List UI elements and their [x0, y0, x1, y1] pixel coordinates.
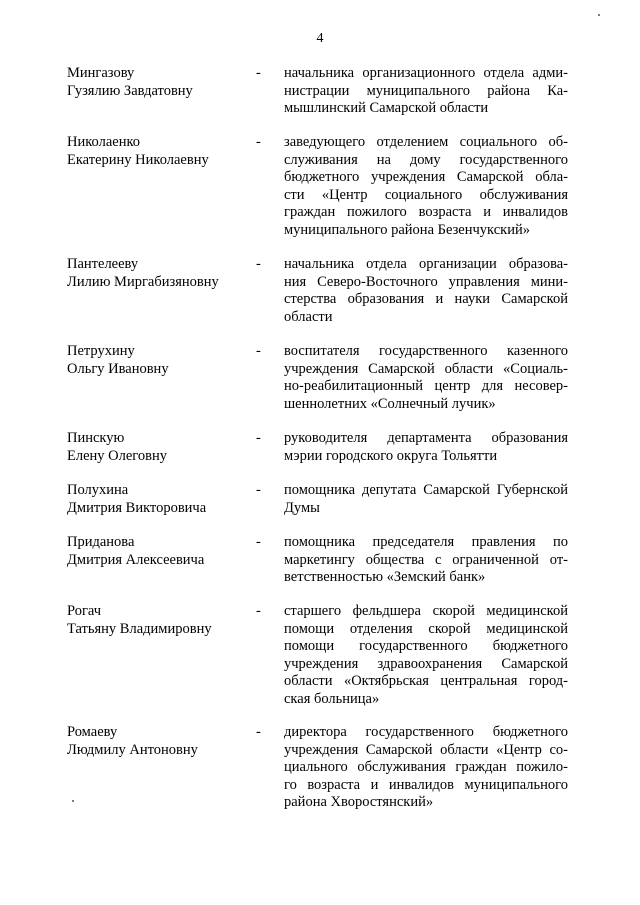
surname: Николаенко	[67, 134, 141, 150]
person-name	[67, 724, 247, 759]
given-names: Ольгу Ивановну	[67, 360, 169, 377]
given-names: Гузялию Завдатовну	[67, 82, 193, 99]
description-line: начальника отдела организации образова-	[284, 256, 568, 272]
dash: -	[256, 603, 261, 619]
description-line: области	[284, 308, 333, 325]
description-line: нистрации муниципального района Ка-	[284, 82, 568, 99]
person-name	[67, 482, 247, 517]
description-line: руководителя департамента образования	[284, 430, 568, 446]
surname: Полухина	[67, 482, 129, 498]
surname: Приданова	[67, 534, 135, 550]
person-name	[67, 430, 247, 465]
description-line: директора государственного бюджетного	[284, 724, 568, 740]
description-line: стерства образования и науки Самарской	[284, 291, 568, 307]
description-line: мышлинский Самарской области	[284, 100, 489, 116]
description-line: помощника председателя правления по	[284, 534, 568, 550]
position-description	[284, 724, 568, 812]
description-line: учреждения Самарской области «Центр со-	[284, 741, 568, 758]
surname: Мингазову	[67, 65, 135, 81]
dash: -	[256, 430, 261, 446]
description-line: начальника организационного отдела адми-	[284, 65, 568, 81]
description-line: муниципального района Безенчукский»	[284, 221, 530, 238]
description-line: Думы	[284, 499, 320, 516]
scan-speck	[598, 14, 600, 16]
person-name	[67, 134, 247, 169]
position-description	[284, 430, 568, 465]
surname: Петрухину	[67, 343, 135, 359]
given-names: Елену Олеговну	[67, 447, 167, 464]
description-line: сти «Центр социального обслуживания	[284, 186, 568, 203]
position-description	[284, 343, 568, 413]
description-line: циального обслуживания граждан пожило-	[284, 759, 568, 775]
given-names: Екатерину Николаевну	[67, 151, 209, 168]
description-line: служивания на дому государственного	[284, 151, 568, 168]
dash: -	[256, 724, 261, 740]
scan-speck	[72, 800, 74, 802]
description-line: маркетингу общества с ограниченной от-	[284, 551, 568, 568]
position-description	[284, 256, 568, 326]
description-line: ния Северо-Восточного управления мини-	[284, 273, 568, 290]
page-number: 4	[316, 31, 324, 46]
description-line: граждан пожилого возраста и инвалидов	[284, 204, 568, 220]
surname: Рогач	[67, 603, 102, 619]
description-line: заведующего отделением социального об-	[284, 134, 568, 150]
description-line: помощника депутата Самарской Губернской	[284, 482, 568, 498]
description-line: помощи государственного бюджетного	[284, 638, 568, 654]
position-description	[284, 534, 568, 587]
position-description	[284, 65, 568, 118]
description-line: района Хворостянский»	[284, 794, 434, 810]
description-line: учреждения Самарской области «Социаль-	[284, 360, 568, 377]
given-names: Людмилу Антоновну	[67, 741, 198, 758]
dash: -	[256, 482, 261, 498]
surname: Пантелееву	[67, 256, 139, 272]
description-line: помощи отделения скорой медицинской	[284, 620, 568, 637]
person-name	[67, 603, 247, 638]
position-description	[284, 134, 568, 239]
position-description	[284, 603, 568, 708]
description-line: старшего фельдшера скорой медицинской	[284, 603, 568, 619]
person-name	[67, 65, 247, 100]
person-name	[67, 534, 247, 569]
description-line: воспитателя государственного казенного	[284, 343, 568, 359]
dash: -	[256, 134, 261, 150]
description-line: ская больница»	[284, 690, 380, 707]
description-line: области «Октябрьская центральная город-	[284, 673, 568, 689]
surname: Пинскую	[67, 430, 125, 446]
surname: Ромаеву	[67, 724, 118, 740]
dash: -	[256, 343, 261, 359]
description-line: учреждения здравоохранения Самарской	[284, 655, 568, 672]
given-names: Лилию Миргабизяновну	[67, 273, 219, 290]
dash: -	[256, 534, 261, 550]
position-description	[284, 482, 568, 517]
person-name	[67, 343, 247, 378]
given-names: Дмитрия Алексеевича	[67, 551, 205, 568]
dash: -	[256, 256, 261, 272]
given-names: Татьяну Владимировну	[67, 620, 212, 637]
dash: -	[256, 65, 261, 81]
description-line: го возраста и инвалидов муниципального	[284, 776, 568, 793]
description-line: но-реабилитационный центр для несовер-	[284, 378, 568, 394]
description-line: шеннолетних «Солнечный лучик»	[284, 395, 496, 412]
person-name	[67, 256, 247, 291]
description-line: бюджетного учреждения Самарской обла-	[284, 169, 568, 185]
description-line: мэрии городского округа Тольятти	[284, 447, 498, 464]
given-names: Дмитрия Викторовича	[67, 499, 207, 516]
description-line: ветственностью «Земский банк»	[284, 569, 486, 585]
